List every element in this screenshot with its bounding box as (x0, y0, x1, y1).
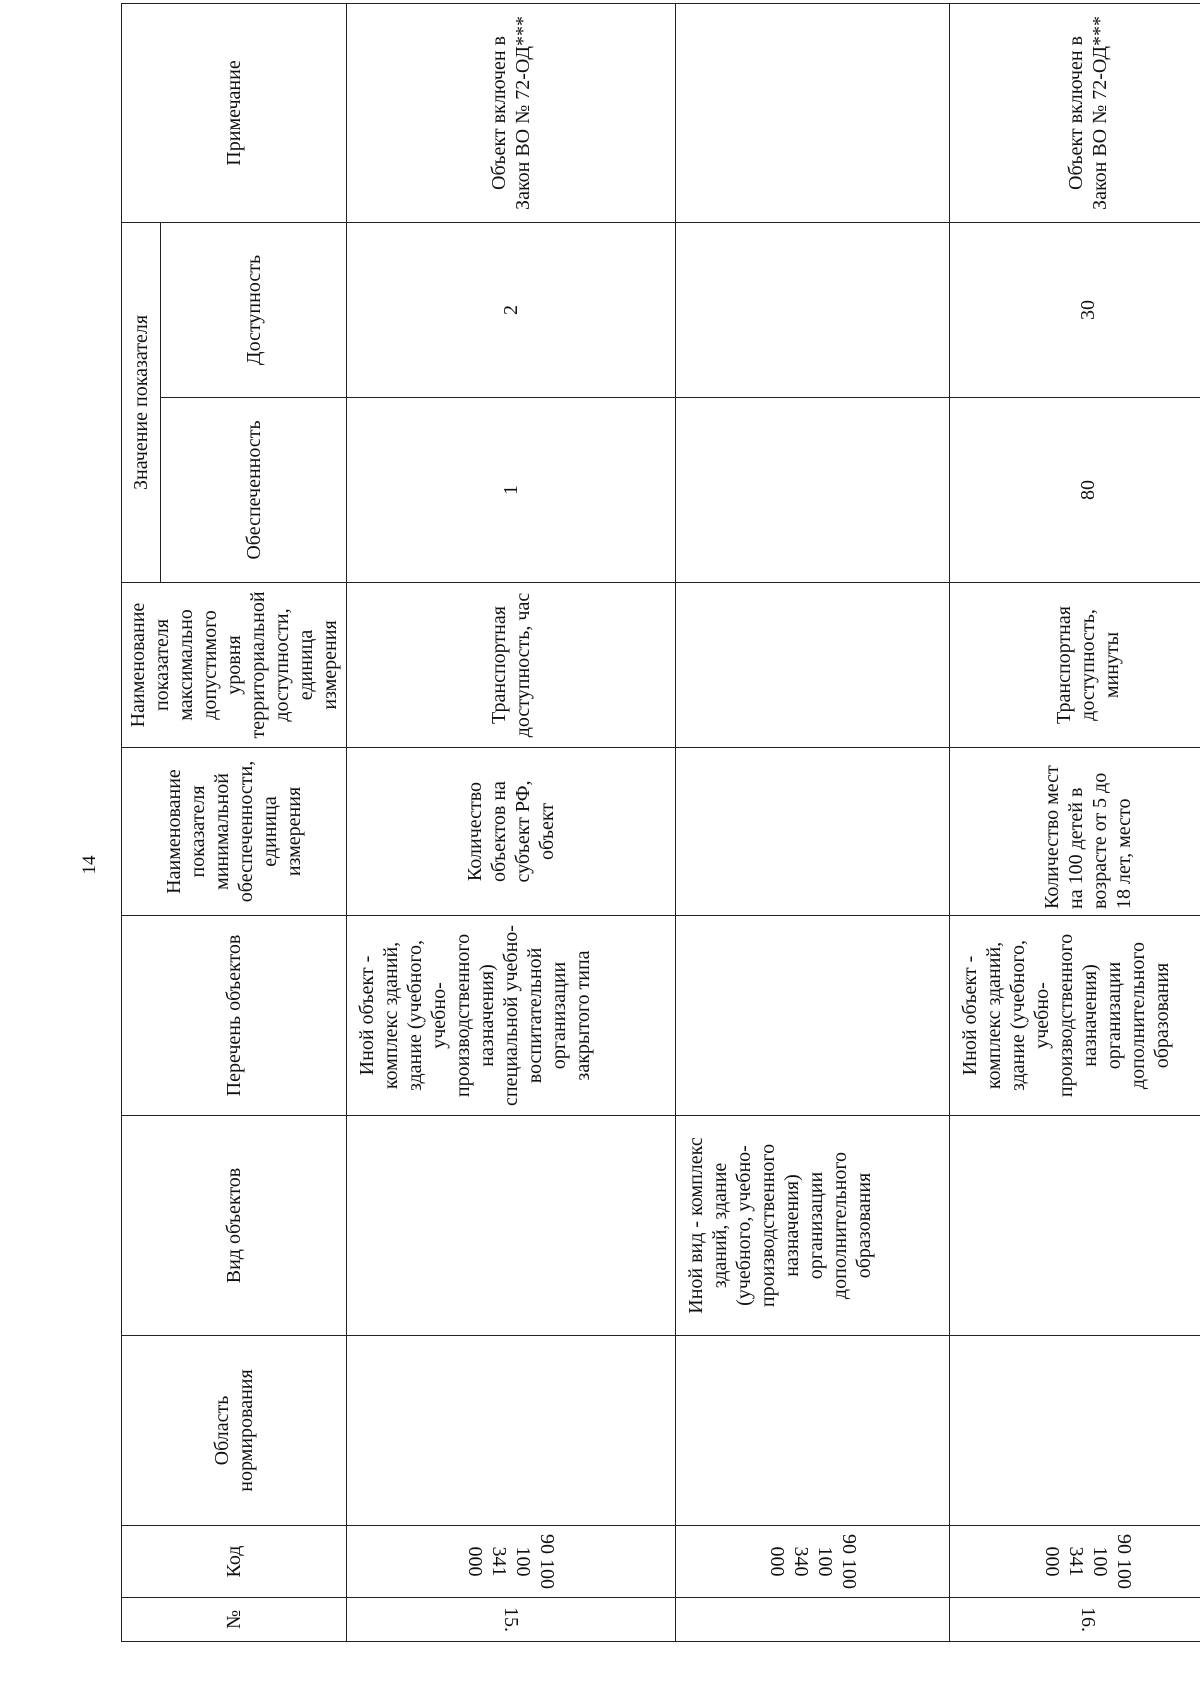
header-accessibility: Доступность (161, 222, 347, 397)
min-indicator-cell: Количество объектов на субъект РФ, объект (347, 748, 676, 916)
code-cell (950, 1526, 1200, 1598)
min-indicator-cell: Количество мест на 100 детей в возрасте от 5 до 18 лет, место (950, 748, 1200, 916)
header-min-indicator: Наименование показателя минимальной обеспеченности, единица измерения (122, 748, 347, 916)
table-row-unnumbered (675, 3, 949, 1641)
max-indicator-cell (675, 583, 949, 748)
row-number-cell (950, 1598, 1200, 1642)
accessibility-cell: 30 (950, 222, 1200, 397)
table-row-16 (950, 3, 1200, 1641)
type-cell: Иной вид - комплекс зданий, здание (учебного, учебно-производственного назначения) организации дополнительного образования (675, 1116, 949, 1336)
list-cell: Иной объект - комплекс зданий, здание (учебного, учебно-производственного назначения) специальной учебно-воспитательной организации закрытого типа (347, 916, 676, 1116)
rotated-table-container (121, 16, 1174, 1642)
header-max-indicator: Наименование показателя максимально допустимого уровня территориальной доступности, единица измерения (122, 583, 347, 748)
header-list: Перечень объектов (122, 916, 347, 1116)
area-cell (950, 1336, 1200, 1526)
type-cell (950, 1116, 1200, 1336)
header-type: Вид объектов (122, 1116, 347, 1336)
row-number-cell (347, 1598, 676, 1642)
code-cell (675, 1526, 949, 1598)
provision-cell: 1 (347, 398, 676, 583)
header-num: № (122, 1598, 347, 1642)
row-code: 90 100 100 341 000 (463, 1534, 558, 1589)
header-row (122, 3, 161, 1641)
accessibility-cell: 2 (347, 222, 676, 397)
row-code: 90 100 100 341 000 (1040, 1534, 1135, 1589)
row-code: 90 100 100 340 000 (765, 1534, 860, 1589)
header-area: Область нормирования (122, 1336, 347, 1526)
max-indicator-cell: Транспортная доступность, час (347, 583, 676, 748)
max-indicator-cell: Транспортная доступность, минуты (950, 583, 1200, 748)
min-indicator-cell (675, 748, 949, 916)
row-number-cell (675, 1598, 949, 1642)
note-cell: Объект включен в Закон ВО № 72-ОД*** (950, 3, 1200, 222)
table-row-15 (347, 3, 676, 1641)
row-number: 16. (1076, 1607, 1099, 1632)
accessibility-cell (675, 222, 949, 397)
type-cell (347, 1116, 676, 1336)
code-cell (347, 1526, 676, 1598)
list-cell (675, 916, 949, 1116)
header-provision: Обеспеченность (161, 398, 347, 583)
area-cell (347, 1336, 676, 1526)
header-value-group: Значение показателя (122, 222, 161, 582)
note-cell (675, 3, 949, 222)
standards-table (121, 3, 1200, 1642)
page-number: 14 (79, 855, 100, 875)
header-code: Код (122, 1526, 347, 1598)
area-cell (675, 1336, 949, 1526)
note-cell: Объект включен в Закон ВО № 72-ОД*** (347, 3, 676, 222)
list-cell: Иной объект - комплекс зданий, здание (учебного, учебно-производственного назначения) организации дополнительного образования (950, 916, 1200, 1116)
header-note: Примечание (122, 3, 347, 222)
row-number: 15. (499, 1607, 522, 1632)
provision-cell: 80 (950, 398, 1200, 583)
provision-cell (675, 398, 949, 583)
